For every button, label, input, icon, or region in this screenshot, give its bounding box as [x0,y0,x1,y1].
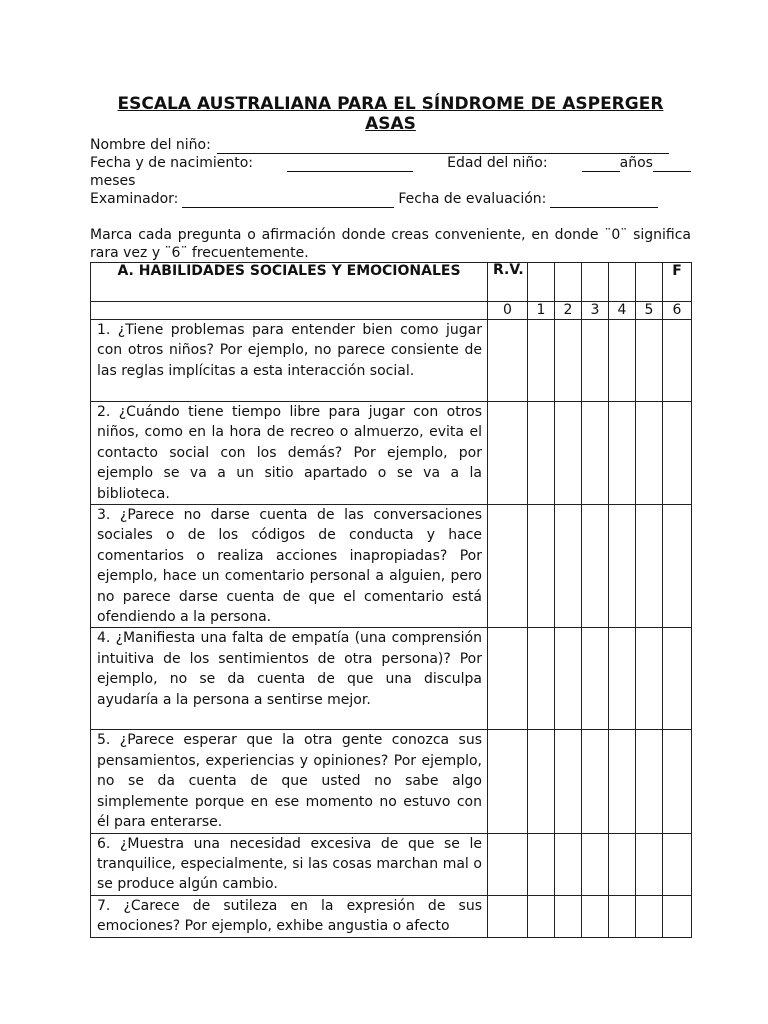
answer-cell[interactable] [528,628,555,730]
question-4: 4. ¿Manifiesta una falta de empatía (una comprensión intuitiva de los sentimientos de otra persona)? Por ejemplo, no se da cuenta de que una disculpa ayudaría a la persona a sentirse mejor. [91,628,488,730]
question-row [91,833,692,895]
scale-3: 3 [582,302,609,320]
document-title [90,94,691,134]
answer-cell[interactable] [636,320,663,402]
instructions: Marca cada pregunta o afirmación donde creas conveniente, en donde ¨0¨ significa rara vez y ¨6¨ frecuentemente. [90,227,691,261]
answer-cell[interactable] [528,833,555,895]
header-blank [582,263,609,302]
years-label: años [619,155,653,171]
question-row [91,895,692,937]
answer-cell[interactable] [636,402,663,505]
answer-cell[interactable] [528,895,555,937]
answer-cell[interactable] [555,833,582,895]
scale-5: 5 [636,302,663,320]
answer-cell[interactable] [663,505,692,628]
document-page [90,94,691,938]
question-1: 1. ¿Tiene problemas para entender bien como jugar con otros niños? Por ejemplo, no parece consiente de las reglas implícitas a esta interacción social. [91,320,488,402]
answer-cell[interactable] [663,833,692,895]
question-3: 3. ¿Parece no darse cuenta de las conversaciones sociales o de los códigos de conducta y hace comentarios o realiza acciones inapropiadas? Por ejemplo, hace un comentario personal a alguien, pero no parece darse cuenta de que el comentario está ofendiendo a la persona. [91,505,488,628]
question-2: 2. ¿Cuándo tiene tiempo libre para jugar con otros niños, como en la hora de recreo o almuerzo, evita el contacto social con los demás? Por ejemplo, por ejemplo se va a un sitio apartado o se va a la biblioteca. [91,402,488,505]
question-6: 6. ¿Muestra una necesidad excesiva de que se le tranquilice, especialmente, si las cosas marchan mal o se produce algún cambio. [91,833,488,895]
title-line-1: ESCALA AUSTRALIANA PARA EL SÍNDROME DE ASPERGER [117,94,664,114]
answer-cell[interactable] [663,730,692,833]
scale-2: 2 [555,302,582,320]
answer-cell[interactable] [582,402,609,505]
answer-cell[interactable] [555,505,582,628]
age-months-field[interactable] [653,157,691,172]
answer-cell[interactable] [488,833,528,895]
header-blank [609,263,636,302]
question-row [91,505,692,628]
scale-row [91,302,692,320]
answer-cell[interactable] [609,833,636,895]
answer-cell[interactable] [663,320,692,402]
section-header: A. HABILIDADES SOCIALES Y EMOCIONALES [91,263,488,302]
form-fields [90,136,691,208]
answer-cell[interactable] [636,730,663,833]
birth-date-field[interactable] [287,157,413,172]
scale-4: 4 [609,302,636,320]
title-line-2: ASAS [365,114,416,134]
answer-cell[interactable] [582,895,609,937]
answer-cell[interactable] [555,402,582,505]
answer-cell[interactable] [528,320,555,402]
header-blank [555,263,582,302]
answer-cell[interactable] [488,895,528,937]
answer-cell[interactable] [636,833,663,895]
answer-cell[interactable] [609,320,636,402]
answer-cell[interactable] [488,628,528,730]
question-row [91,730,692,833]
answer-cell[interactable] [528,505,555,628]
answer-cell[interactable] [636,505,663,628]
age-label: Edad del niño: [447,155,548,171]
answer-cell[interactable] [663,895,692,937]
age-fields [582,154,691,172]
answer-cell[interactable] [636,628,663,730]
question-5: 5. ¿Parece esperar que la otra gente conozca sus pensamientos, experiencias y opiniones? Por ejemplo, no se da cuenta de que usted no sabe algo simplemente porque en ese momento no estuvo con él para enterarse. [91,730,488,833]
answer-cell[interactable] [528,402,555,505]
answer-cell[interactable] [582,505,609,628]
answer-cell[interactable] [582,628,609,730]
question-row [91,320,692,402]
eval-date-label: Fecha de evaluación: [398,191,547,207]
eval-date-field[interactable] [550,193,658,208]
answer-cell[interactable] [609,628,636,730]
answer-cell[interactable] [609,730,636,833]
scale-1: 1 [528,302,555,320]
child-name-row [90,136,691,154]
answer-cell[interactable] [555,628,582,730]
answer-cell[interactable] [528,730,555,833]
examiner-field[interactable] [182,193,394,208]
section-header-row [91,263,692,302]
question-7: 7. ¿Carece de sutileza en la expresión de sus emociones? Por ejemplo, exhibe angustia o afecto [91,895,488,937]
answer-cell[interactable] [488,402,528,505]
f-label: F [663,263,692,302]
header-blank [636,263,663,302]
scale-0: 0 [488,302,528,320]
scale-table [90,262,692,938]
answer-cell[interactable] [609,895,636,937]
answer-cell[interactable] [555,730,582,833]
birth-date-row [90,154,691,172]
answer-cell[interactable] [555,320,582,402]
months-label: meses [90,173,136,189]
answer-cell[interactable] [488,505,528,628]
child-name-field[interactable] [217,139,669,154]
child-name-label: Nombre del niño: [90,137,211,153]
examiner-row [90,190,691,208]
answer-cell[interactable] [609,505,636,628]
birth-date-label: Fecha y de nacimiento: [90,155,254,171]
rv-label: R.V. [488,263,528,302]
answer-cell[interactable] [582,833,609,895]
answer-cell[interactable] [663,402,692,505]
answer-cell[interactable] [582,320,609,402]
answer-cell[interactable] [555,895,582,937]
examiner-label: Examinador: [90,191,179,207]
answer-cell[interactable] [663,628,692,730]
answer-cell[interactable] [488,320,528,402]
question-row [91,402,692,505]
answer-cell[interactable] [636,895,663,937]
question-row [91,628,692,730]
header-blank [528,263,555,302]
answer-cell[interactable] [582,730,609,833]
scale-6: 6 [663,302,692,320]
months-row [90,172,691,190]
answer-cell[interactable] [609,402,636,505]
age-years-field[interactable] [582,157,620,172]
answer-cell[interactable] [488,730,528,833]
scale-blank [91,302,488,320]
